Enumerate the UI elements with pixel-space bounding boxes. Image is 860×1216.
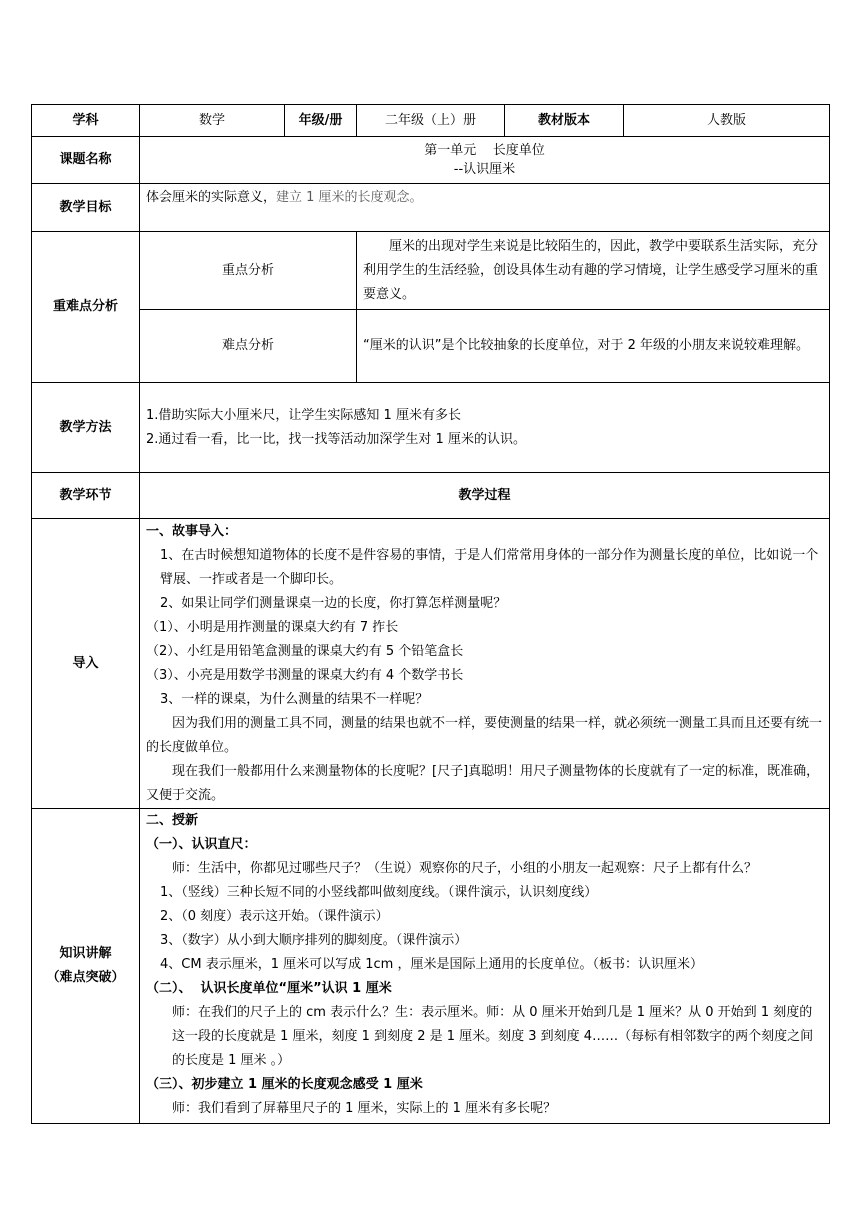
knowledge-paragraph-4: 3、（数字）从小到大顺序排列的脚刻度。（课件演示） bbox=[160, 933, 468, 948]
lesson-plan-table bbox=[31, 104, 830, 1124]
intro-paragraph-5: （3）、小亮是用数学书测量的课桌大约有 4 个数学书长 bbox=[146, 668, 464, 683]
knowledge-section-1: （一）、认识直尺： bbox=[146, 837, 257, 852]
key-analysis-label: 重点分析 bbox=[140, 232, 357, 310]
method-line-2: 2.通过看一看，比一比，找一找等活动加深学生对 1 厘米的认识。 bbox=[146, 431, 526, 447]
intro-paragraph-6: 3、一样的课桌，为什么测量的结果不一样呢？ bbox=[160, 692, 429, 707]
knowledge-title: 二、授新 bbox=[146, 813, 199, 828]
goal-row bbox=[32, 184, 830, 232]
topic-title bbox=[140, 137, 830, 184]
goal-text-part-2: 建立 1 厘米的长度观念。 bbox=[276, 190, 423, 205]
knowledge-section-3: （三）、初步建立 1 厘米的长度观念感受 1 厘米 bbox=[146, 1077, 423, 1092]
topic-line-2: --认识厘米 bbox=[453, 162, 516, 177]
knowledge-paragraph-3: 2、（0 刻度）表示这开始。（课件演示） bbox=[160, 909, 389, 924]
topic-row bbox=[32, 137, 830, 184]
knowledge-label-line-2: （难点突破） bbox=[46, 970, 125, 985]
goal-text-part-1: 体会厘米的实际意义， bbox=[146, 190, 277, 205]
intro-paragraph-8: 现在我们一般都用什么来测量物体的长度呢？[尺子]真聪明！用尺子测量物体的长度就有了一定的标准，既准确，又便于交流。 bbox=[146, 764, 820, 803]
method-label: 教学方法 bbox=[32, 383, 140, 473]
hard-analysis-row bbox=[32, 310, 830, 383]
intro-row bbox=[32, 519, 830, 809]
method-line-1: 1.借助实际大小厘米尺，让学生实际感知 1 厘米有多长 bbox=[146, 407, 461, 423]
process-label: 教学过程 bbox=[140, 473, 830, 519]
knowledge-row bbox=[32, 809, 830, 1124]
knowledge-paragraph-2: 1、（竖线）三种长短不同的小竖线都叫做刻度线。（课件演示，认识刻度线） bbox=[160, 885, 598, 900]
subject-label: 学科 bbox=[32, 105, 140, 137]
intro-content bbox=[140, 519, 830, 809]
knowledge-paragraph-6: 师：在我们的尺子上的 cm 表示什么？生：表示厘米。师：从 0 厘米开始到几是 1 厘米？从 0 开始到 1 刻度的这一段的长度就是 1 厘米，刻度 1 到刻度 2 是 1 厘米。刻度 3 到刻度 4……（每标有相邻数字的两个刻度之间的长度是 1 厘米 。） bbox=[172, 1005, 814, 1068]
method-text bbox=[140, 383, 830, 473]
process-header-row bbox=[32, 473, 830, 519]
subject-value: 数学 bbox=[140, 105, 285, 137]
knowledge-label bbox=[32, 809, 140, 1124]
edition-value: 人教版 bbox=[624, 105, 830, 137]
intro-paragraph-3: （1）、小明是用拃测量的课桌大约有 7 拃长 bbox=[146, 620, 399, 635]
knowledge-section-2: （二）、 认识长度单位“厘米”认识 1 厘米 bbox=[146, 981, 392, 996]
analysis-label: 重难点分析 bbox=[32, 232, 140, 383]
intro-title: 一、故事导入： bbox=[146, 524, 238, 539]
intro-paragraph-1: 1、在古时候想知道物体的长度不是件容易的事情，于是人们常常用身体的一部分作为测量长度的单位，比如说一个臂展、一拃或者是一个脚印长。 bbox=[160, 548, 819, 587]
hard-analysis-label: 难点分析 bbox=[140, 310, 357, 383]
edition-label: 教材版本 bbox=[505, 105, 624, 137]
intro-paragraph-4: （2）、小红是用铅笔盒测量的课桌大约有 5 个铅笔盒长 bbox=[146, 644, 464, 659]
intro-paragraph-2: 2、如果让同学们测量课桌一边的长度，你打算怎样测量呢？ bbox=[160, 596, 507, 611]
key-analysis-row bbox=[32, 232, 830, 310]
topic-line-1: 第一单元 长度单位 bbox=[424, 143, 545, 158]
goal-label: 教学目标 bbox=[32, 184, 140, 232]
knowledge-label-line-1: 知识讲解 bbox=[59, 946, 112, 961]
intro-label: 导入 bbox=[32, 519, 140, 809]
grade-value: 二年级（上）册 bbox=[357, 105, 505, 137]
header-row bbox=[32, 105, 830, 137]
knowledge-content bbox=[140, 809, 830, 1124]
key-analysis-text: 厘米的出现对学生来说是比较陌生的，因此，教学中要联系生活实际，充分利用学生的生活经验，创设具体生动有趣的学习情境，让学生感受学习厘米的重要意义。 bbox=[357, 232, 830, 310]
process-step-label: 教学环节 bbox=[32, 473, 140, 519]
goal-text bbox=[140, 184, 830, 232]
grade-label: 年级/册 bbox=[285, 105, 357, 137]
topic-label: 课题名称 bbox=[32, 137, 140, 184]
knowledge-paragraph-5: 4、CM 表示厘米，1 厘米可以写成 1cm ，厘米是国际上通用的长度单位。（板书：认识厘米） bbox=[160, 957, 703, 972]
method-row bbox=[32, 383, 830, 473]
intro-paragraph-7: 因为我们用的测量工具不同，测量的结果也就不一样，要使测量的结果一样，就必须统一测量工具而且还要有统一的长度做单位。 bbox=[146, 716, 823, 755]
hard-analysis-text: “厘米的认识”是个比较抽象的长度单位，对于 2 年级的小朋友来说较难理解。 bbox=[357, 310, 830, 383]
knowledge-paragraph-7: 师：我们看到了屏幕里尺子的 1 厘米，实际上的 1 厘米有多长呢？ bbox=[172, 1101, 557, 1116]
knowledge-paragraph-1: 师：生活中，你都见过哪些尺子？（生说）观察你的尺子，小组的小朋友一起观察：尺子上都有什么？ bbox=[172, 861, 758, 876]
